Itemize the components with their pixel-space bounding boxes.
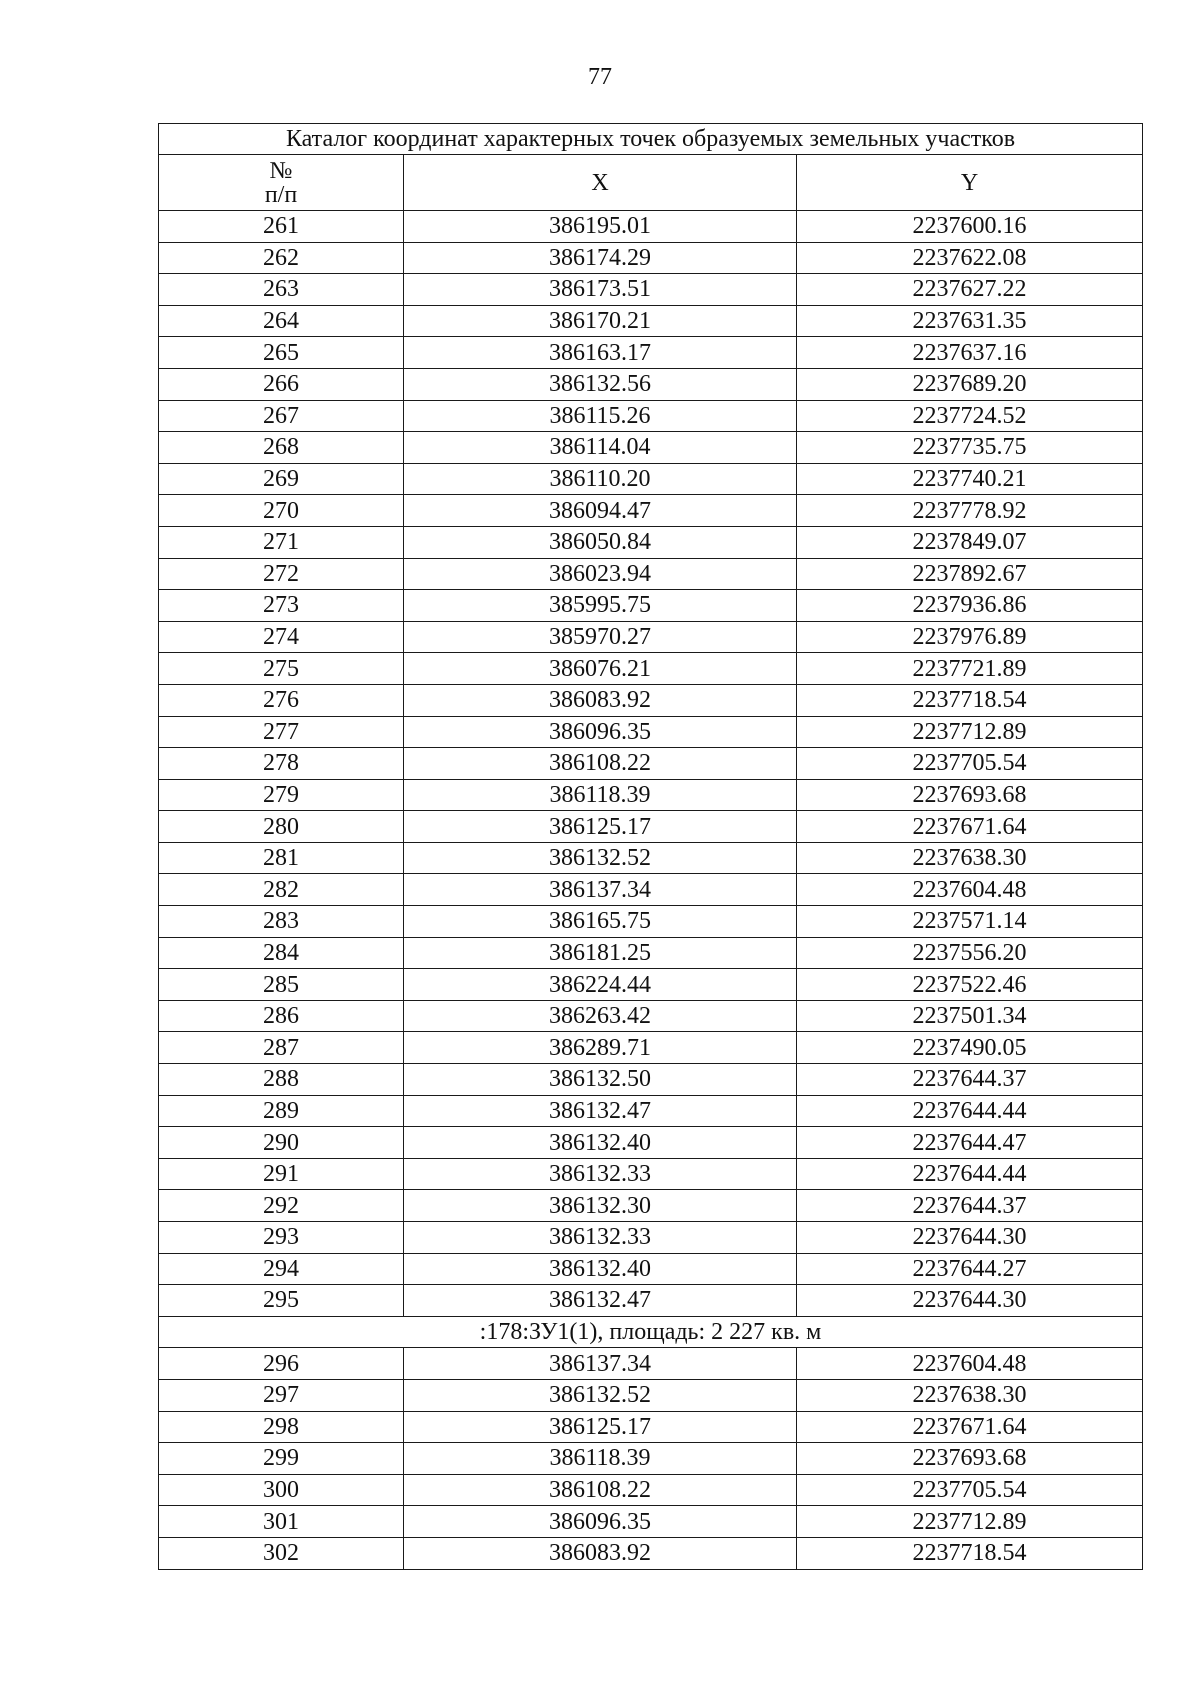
cell-x-coordinate: 386132.40 [404, 1253, 797, 1285]
cell-y-coordinate: 2237705.54 [797, 1474, 1143, 1506]
cell-point-number: 289 [159, 1095, 404, 1127]
table-row [159, 842, 1143, 874]
cell-y-coordinate: 2237693.68 [797, 1443, 1143, 1475]
cell-y-coordinate: 2237631.35 [797, 305, 1143, 337]
cell-x-coordinate: 386132.50 [404, 1064, 797, 1096]
table-row [159, 1285, 1143, 1317]
cell-y-coordinate: 2237778.92 [797, 495, 1143, 527]
cell-x-coordinate: 386132.30 [404, 1190, 797, 1222]
cell-point-number: 282 [159, 874, 404, 906]
cell-point-number: 266 [159, 368, 404, 400]
table-title-row [159, 124, 1143, 155]
cell-x-coordinate: 386023.94 [404, 558, 797, 590]
cell-x-coordinate: 386170.21 [404, 305, 797, 337]
cell-x-coordinate: 386083.92 [404, 1537, 797, 1569]
cell-point-number: 277 [159, 716, 404, 748]
cell-point-number: 262 [159, 242, 404, 274]
cell-y-coordinate: 2237671.64 [797, 1411, 1143, 1443]
cell-y-coordinate: 2237638.30 [797, 842, 1143, 874]
cell-x-coordinate: 386115.26 [404, 400, 797, 432]
cell-point-number: 290 [159, 1127, 404, 1159]
cell-y-coordinate: 2237600.16 [797, 211, 1143, 243]
table-row [159, 211, 1143, 243]
cell-y-coordinate: 2237936.86 [797, 590, 1143, 622]
column-header-number-line2: п/п [264, 181, 298, 208]
cell-x-coordinate: 386132.52 [404, 1379, 797, 1411]
table-row [159, 400, 1143, 432]
cell-point-number: 269 [159, 463, 404, 495]
cell-x-coordinate: 386132.56 [404, 368, 797, 400]
cell-point-number: 293 [159, 1222, 404, 1254]
table-row [159, 526, 1143, 558]
cell-y-coordinate: 2237644.30 [797, 1285, 1143, 1317]
cell-x-coordinate: 386137.34 [404, 1348, 797, 1380]
section-label-row [159, 1316, 1143, 1348]
cell-y-coordinate: 2237735.75 [797, 432, 1143, 464]
table-row [159, 1190, 1143, 1222]
cell-y-coordinate: 2237490.05 [797, 1032, 1143, 1064]
table-row [159, 969, 1143, 1001]
table-row [159, 495, 1143, 527]
cell-y-coordinate: 2237644.37 [797, 1190, 1143, 1222]
cell-x-coordinate: 386174.29 [404, 242, 797, 274]
table-row [159, 368, 1143, 400]
cell-point-number: 284 [159, 937, 404, 969]
cell-y-coordinate: 2237721.89 [797, 653, 1143, 685]
cell-y-coordinate: 2237689.20 [797, 368, 1143, 400]
cell-x-coordinate: 386125.17 [404, 1411, 797, 1443]
table-row [159, 1379, 1143, 1411]
cell-y-coordinate: 2237644.30 [797, 1222, 1143, 1254]
cell-x-coordinate: 386163.17 [404, 337, 797, 369]
cell-point-number: 263 [159, 274, 404, 306]
section-label: :178:ЗУ1(1), площадь: 2 227 кв. м [159, 1316, 1143, 1348]
table-row [159, 684, 1143, 716]
cell-y-coordinate: 2237644.47 [797, 1127, 1143, 1159]
cell-x-coordinate: 386224.44 [404, 969, 797, 1001]
cell-point-number: 286 [159, 1000, 404, 1032]
cell-point-number: 279 [159, 779, 404, 811]
cell-y-coordinate: 2237671.64 [797, 811, 1143, 843]
cell-point-number: 300 [159, 1474, 404, 1506]
cell-point-number: 281 [159, 842, 404, 874]
cell-x-coordinate: 385995.75 [404, 590, 797, 622]
table-row [159, 1000, 1143, 1032]
cell-point-number: 268 [159, 432, 404, 464]
cell-point-number: 275 [159, 653, 404, 685]
cell-x-coordinate: 386096.35 [404, 716, 797, 748]
cell-point-number: 292 [159, 1190, 404, 1222]
cell-y-coordinate: 2237627.22 [797, 274, 1143, 306]
cell-point-number: 274 [159, 621, 404, 653]
cell-point-number: 288 [159, 1064, 404, 1096]
cell-y-coordinate: 2237637.16 [797, 337, 1143, 369]
table-row [159, 1506, 1143, 1538]
cell-point-number: 271 [159, 526, 404, 558]
table-row [159, 590, 1143, 622]
table-row [159, 274, 1143, 306]
cell-point-number: 285 [159, 969, 404, 1001]
cell-x-coordinate: 386132.33 [404, 1158, 797, 1190]
column-header-y: Y [797, 155, 1143, 211]
cell-y-coordinate: 2237644.37 [797, 1064, 1143, 1096]
cell-x-coordinate: 386108.22 [404, 1474, 797, 1506]
cell-y-coordinate: 2237604.48 [797, 1348, 1143, 1380]
cell-y-coordinate: 2237571.14 [797, 906, 1143, 938]
cell-y-coordinate: 2237604.48 [797, 874, 1143, 906]
cell-y-coordinate: 2237556.20 [797, 937, 1143, 969]
column-header-number-line1: № [269, 157, 293, 184]
cell-x-coordinate: 386195.01 [404, 211, 797, 243]
table-row [159, 558, 1143, 590]
cell-point-number: 270 [159, 495, 404, 527]
cell-y-coordinate: 2237740.21 [797, 463, 1143, 495]
cell-y-coordinate: 2237849.07 [797, 526, 1143, 558]
table-row [159, 1064, 1143, 1096]
table-row [159, 242, 1143, 274]
coordinates-table [158, 123, 1143, 1570]
table-row [159, 1443, 1143, 1475]
cell-y-coordinate: 2237892.67 [797, 558, 1143, 590]
cell-x-coordinate: 386137.34 [404, 874, 797, 906]
cell-point-number: 299 [159, 1443, 404, 1475]
cell-y-coordinate: 2237718.54 [797, 684, 1143, 716]
cell-point-number: 264 [159, 305, 404, 337]
table-row [159, 1537, 1143, 1569]
table-row [159, 874, 1143, 906]
cell-x-coordinate: 386118.39 [404, 779, 797, 811]
cell-x-coordinate: 386096.35 [404, 1506, 797, 1538]
cell-y-coordinate: 2237644.44 [797, 1158, 1143, 1190]
cell-point-number: 295 [159, 1285, 404, 1317]
table-row [159, 337, 1143, 369]
table-row [159, 1032, 1143, 1064]
cell-point-number: 273 [159, 590, 404, 622]
table-row [159, 1253, 1143, 1285]
cell-x-coordinate: 386110.20 [404, 463, 797, 495]
table-row [159, 906, 1143, 938]
column-header-row [159, 155, 1143, 211]
cell-y-coordinate: 2237712.89 [797, 716, 1143, 748]
cell-y-coordinate: 2237638.30 [797, 1379, 1143, 1411]
cell-x-coordinate: 386165.75 [404, 906, 797, 938]
table-row [159, 621, 1143, 653]
table-row [159, 1127, 1143, 1159]
cell-point-number: 280 [159, 811, 404, 843]
cell-y-coordinate: 2237718.54 [797, 1537, 1143, 1569]
table-row [159, 1158, 1143, 1190]
cell-y-coordinate: 2237501.34 [797, 1000, 1143, 1032]
cell-x-coordinate: 386263.42 [404, 1000, 797, 1032]
cell-y-coordinate: 2237705.54 [797, 748, 1143, 780]
cell-point-number: 265 [159, 337, 404, 369]
cell-point-number: 261 [159, 211, 404, 243]
table-row [159, 1222, 1143, 1254]
table-row [159, 305, 1143, 337]
cell-x-coordinate: 386108.22 [404, 748, 797, 780]
cell-point-number: 302 [159, 1537, 404, 1569]
table-title: Каталог координат характерных точек образуемых земельных участков [159, 124, 1143, 155]
cell-point-number: 294 [159, 1253, 404, 1285]
cell-x-coordinate: 386181.25 [404, 937, 797, 969]
cell-x-coordinate: 386125.17 [404, 811, 797, 843]
cell-point-number: 267 [159, 400, 404, 432]
cell-point-number: 287 [159, 1032, 404, 1064]
cell-point-number: 291 [159, 1158, 404, 1190]
page-number: 77 [588, 64, 612, 90]
table-row [159, 937, 1143, 969]
cell-y-coordinate: 2237522.46 [797, 969, 1143, 1001]
table-row [159, 1348, 1143, 1380]
cell-point-number: 276 [159, 684, 404, 716]
column-header-number [159, 155, 404, 211]
cell-point-number: 278 [159, 748, 404, 780]
table-row [159, 432, 1143, 464]
cell-point-number: 301 [159, 1506, 404, 1538]
table-row [159, 1411, 1143, 1443]
cell-point-number: 272 [159, 558, 404, 590]
cell-x-coordinate: 386076.21 [404, 653, 797, 685]
cell-x-coordinate: 385970.27 [404, 621, 797, 653]
column-header-x: X [404, 155, 797, 211]
cell-y-coordinate: 2237724.52 [797, 400, 1143, 432]
cell-point-number: 298 [159, 1411, 404, 1443]
table-row [159, 653, 1143, 685]
cell-y-coordinate: 2237976.89 [797, 621, 1143, 653]
cell-point-number: 283 [159, 906, 404, 938]
cell-x-coordinate: 386114.04 [404, 432, 797, 464]
cell-x-coordinate: 386132.52 [404, 842, 797, 874]
cell-x-coordinate: 386132.33 [404, 1222, 797, 1254]
cell-x-coordinate: 386132.40 [404, 1127, 797, 1159]
cell-x-coordinate: 386173.51 [404, 274, 797, 306]
table-row [159, 1474, 1143, 1506]
table-row [159, 1095, 1143, 1127]
cell-x-coordinate: 386118.39 [404, 1443, 797, 1475]
table-row [159, 748, 1143, 780]
cell-point-number: 297 [159, 1379, 404, 1411]
cell-y-coordinate: 2237644.27 [797, 1253, 1143, 1285]
cell-y-coordinate: 2237644.44 [797, 1095, 1143, 1127]
cell-point-number: 296 [159, 1348, 404, 1380]
cell-x-coordinate: 386132.47 [404, 1095, 797, 1127]
cell-y-coordinate: 2237622.08 [797, 242, 1143, 274]
cell-x-coordinate: 386289.71 [404, 1032, 797, 1064]
table-row [159, 463, 1143, 495]
table-row [159, 811, 1143, 843]
table-row [159, 779, 1143, 811]
cell-y-coordinate: 2237693.68 [797, 779, 1143, 811]
cell-x-coordinate: 386083.92 [404, 684, 797, 716]
cell-y-coordinate: 2237712.89 [797, 1506, 1143, 1538]
cell-x-coordinate: 386050.84 [404, 526, 797, 558]
cell-x-coordinate: 386132.47 [404, 1285, 797, 1317]
table-row [159, 716, 1143, 748]
cell-x-coordinate: 386094.47 [404, 495, 797, 527]
